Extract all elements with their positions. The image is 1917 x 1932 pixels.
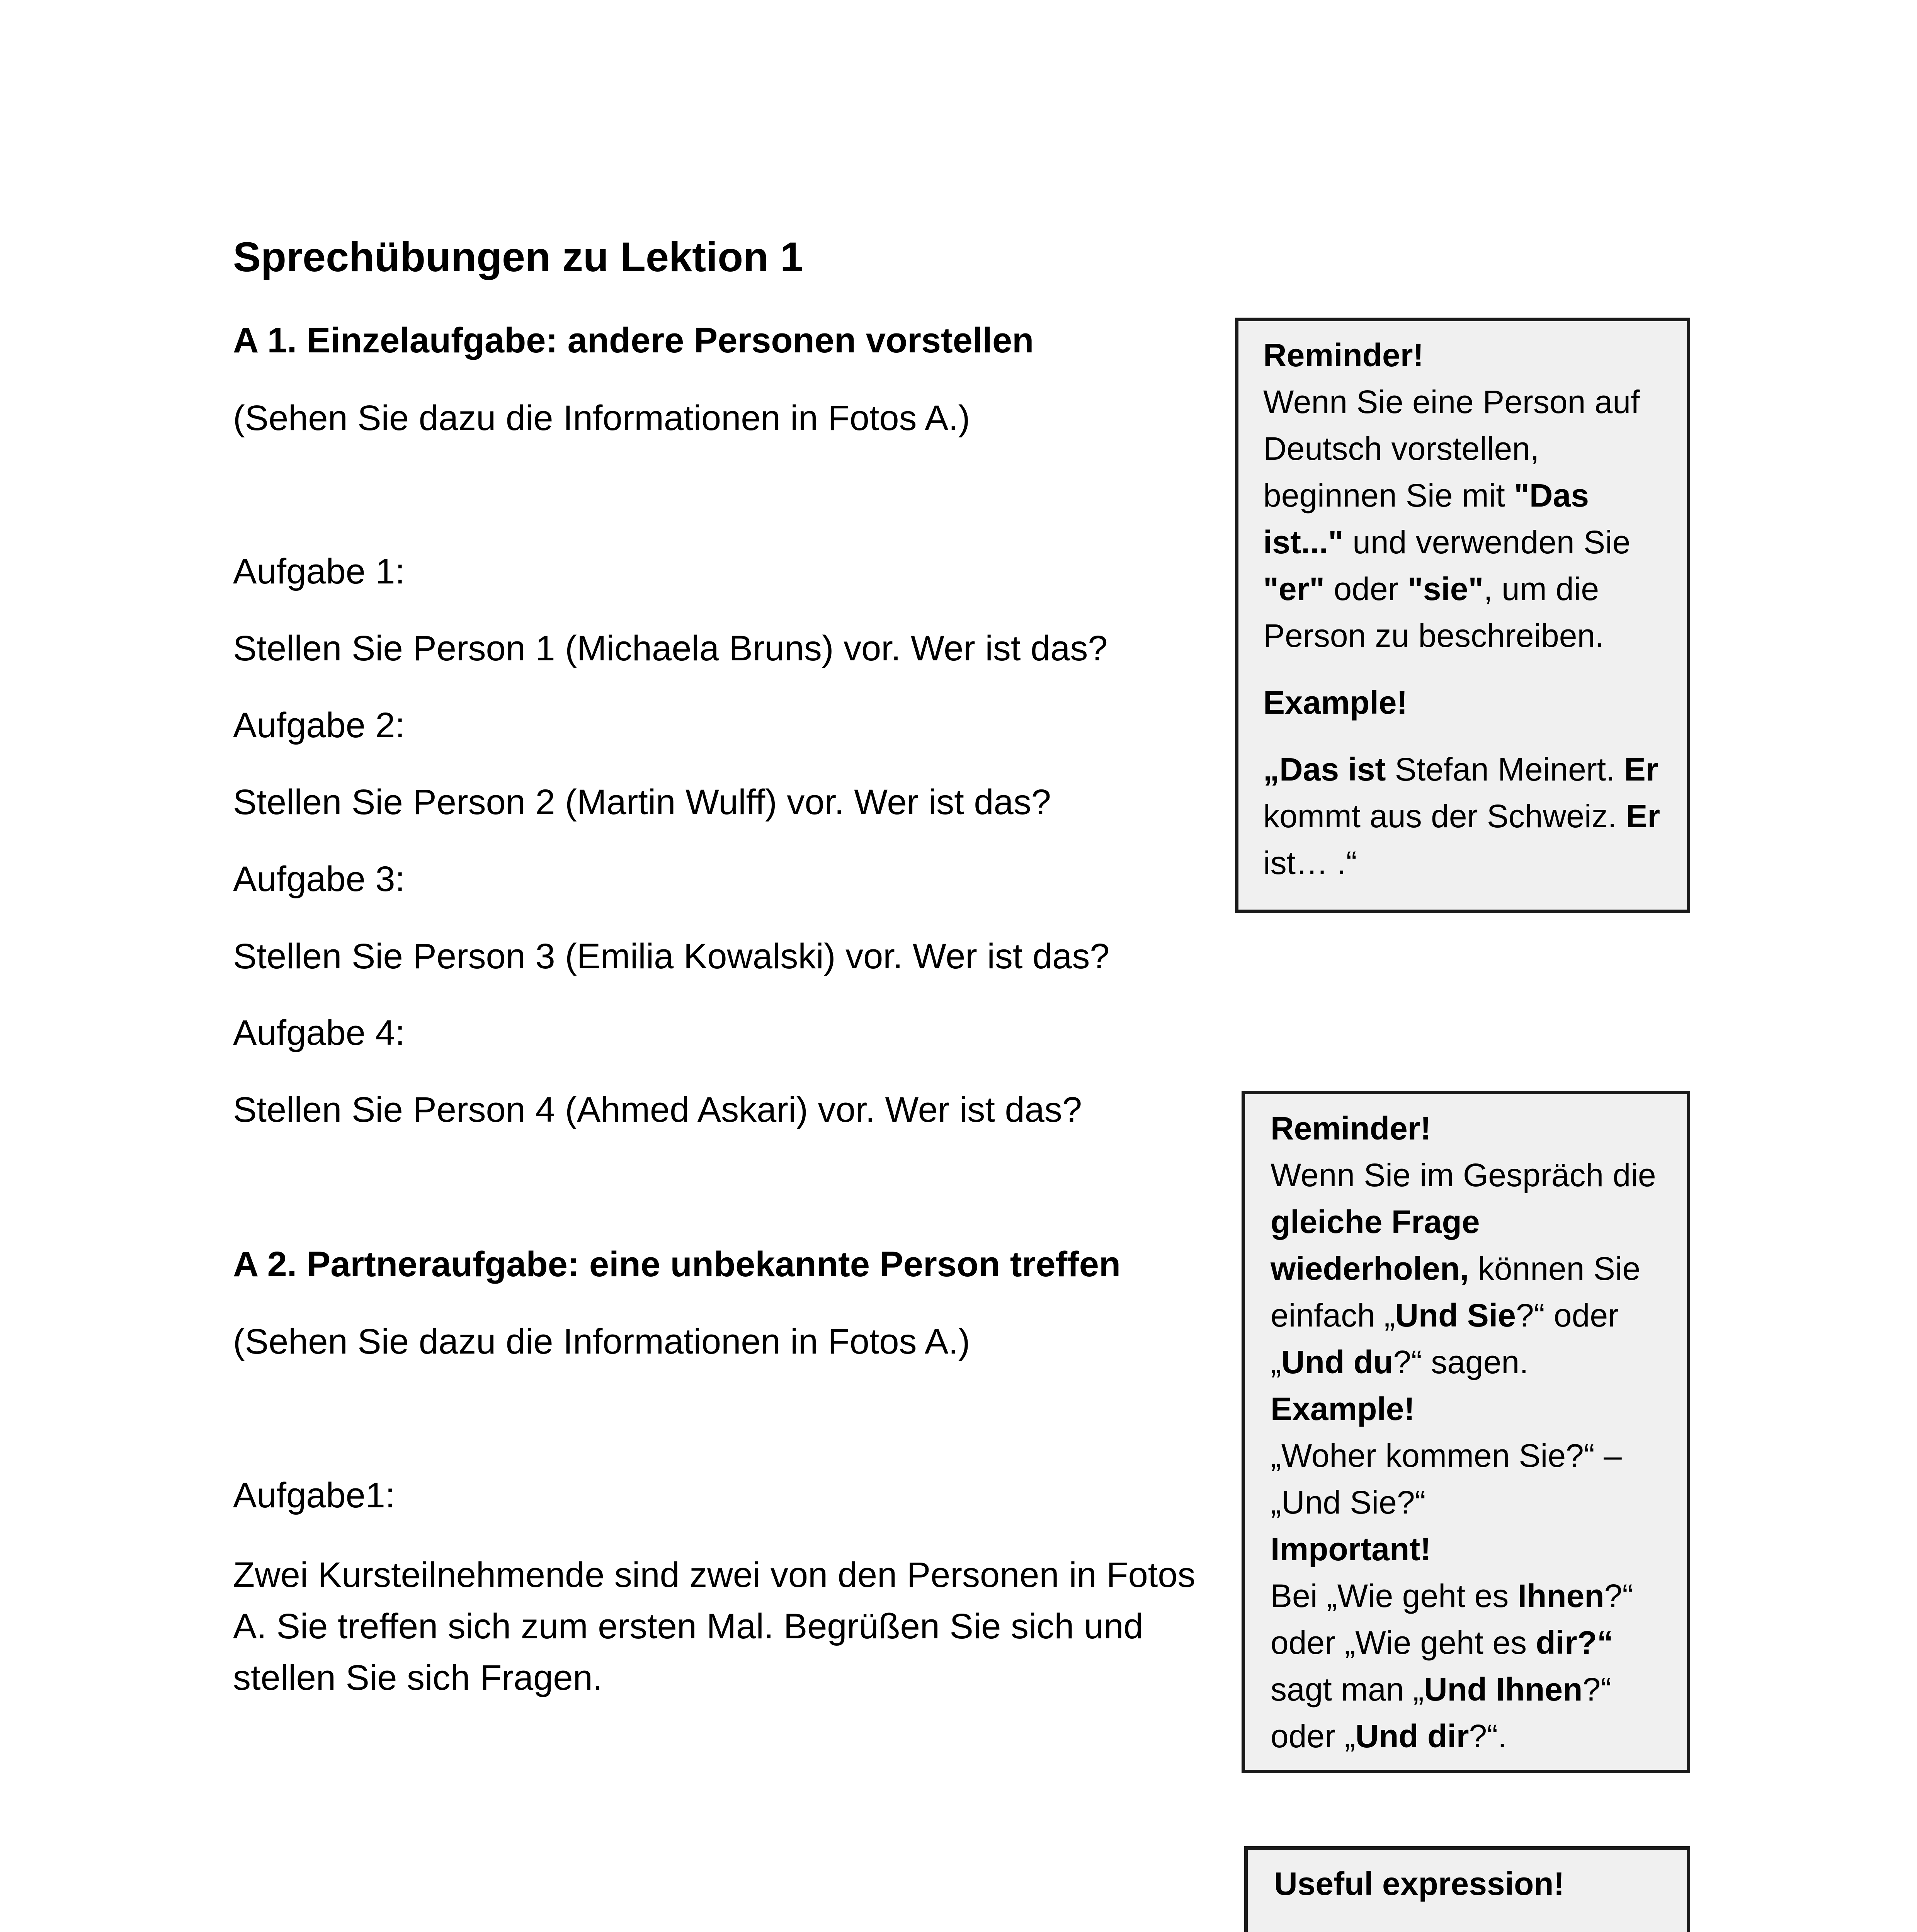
task-label: Aufgabe 3: bbox=[233, 859, 405, 899]
task-label: Aufgabe1: bbox=[233, 1476, 395, 1515]
page-title: Sprechübungen zu Lektion 1 bbox=[233, 233, 804, 280]
reminder-box-vorstellen bbox=[1235, 318, 1690, 913]
box-example-line: „Und Sie?“ bbox=[1271, 1484, 1426, 1520]
section-a2-note: (Sehen Sie dazu die Informationen in Fotos A.) bbox=[233, 1322, 970, 1361]
box-body: Wenn Sie im Gespräch die gleiche Frage wiederholen, können Sie einfach „Und Sie?“ oder „Und du?“ sagen. bbox=[1271, 1157, 1656, 1380]
task-text: Stellen Sie Person 3 (Emilia Kowalski) vor. Wer ist das? bbox=[233, 937, 1110, 976]
box-example-text: „Das ist Stefan Meinert. Er kommt aus der Schweiz. Er ist… .“ bbox=[1263, 751, 1660, 881]
section-a2-heading: A 2. Partneraufgabe: eine unbekannte Person treffen bbox=[233, 1245, 1121, 1284]
box-heading: Reminder! bbox=[1271, 1110, 1431, 1146]
useful-expression-box bbox=[1244, 1846, 1690, 1932]
box-heading: Useful expression! bbox=[1274, 1866, 1565, 1902]
box-heading: Reminder! bbox=[1263, 337, 1424, 373]
box-important-heading: Important! bbox=[1271, 1531, 1431, 1567]
task-text: Stellen Sie Person 4 (Ahmed Askari) vor. Wer ist das? bbox=[233, 1090, 1082, 1129]
task-label: Aufgabe 4: bbox=[233, 1013, 405, 1053]
task-text: Zwei Kursteilnehmende sind zwei von den Personen in Fotos A. Sie treffen sich zum ersten Mal. Begrüßen Sie sich und stellen Sie sich Fragen. bbox=[233, 1555, 1196, 1697]
box-body: Wenn Sie eine Person auf Deutsch vorstellen, beginnen Sie mit "Das ist..." und verwenden Sie "er" oder "sie", um die Person zu beschreiben. bbox=[1263, 384, 1640, 654]
reminder-box-fragen bbox=[1242, 1091, 1690, 1773]
task-text: Stellen Sie Person 2 (Martin Wulff) vor. Wer ist das? bbox=[233, 782, 1051, 822]
section-a1-note: (Sehen Sie dazu die Informationen in Fotos A.) bbox=[233, 398, 970, 438]
task-text: Stellen Sie Person 1 (Michaela Bruns) vor. Wer ist das? bbox=[233, 629, 1108, 668]
section-a1-heading: A 1. Einzelaufgabe: andere Personen vorstellen bbox=[233, 321, 1034, 360]
box-subtitle bbox=[1274, 1927, 1663, 1932]
task-label: Aufgabe 2: bbox=[233, 706, 405, 745]
task-label: Aufgabe 1: bbox=[233, 552, 405, 591]
box-example-heading: Example! bbox=[1263, 684, 1408, 721]
box-example-heading: Example! bbox=[1271, 1391, 1415, 1427]
box-example-line: „Woher kommen Sie?“ – bbox=[1271, 1437, 1622, 1474]
box-important-text: Bei „Wie geht es Ihnen?“ oder „Wie geht es dir?“ sagt man „Und Ihnen?“ oder „Und dir?“. bbox=[1271, 1578, 1633, 1754]
